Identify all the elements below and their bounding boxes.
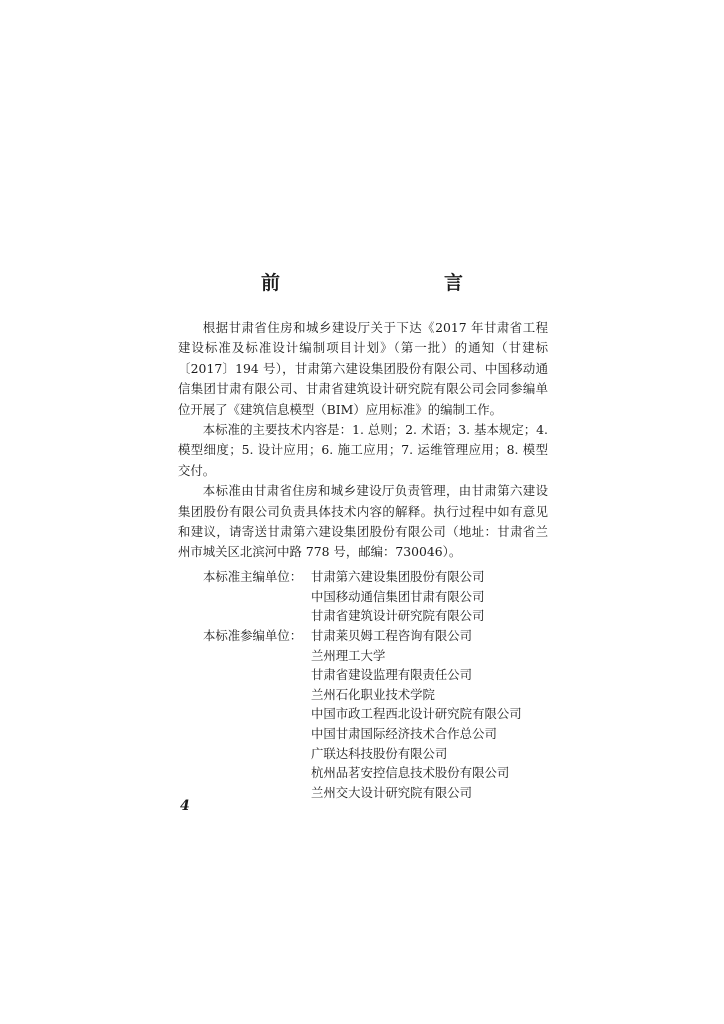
unit-name: 甘肃省建设监理有限责任公司 [311,667,473,683]
unit-row [178,763,558,783]
unit-row [178,567,558,587]
unit-name: 兰州石化职业技术学院 [311,686,435,702]
unit-row [178,685,558,705]
unit-row [178,606,558,626]
paragraph-management: 本标准由甘肃省住房和城乡建设厅负责管理，由甘肃第六建设集团股份有限公司负责具体技术内容的解释。执行过程中如有意见和建议，请寄送甘肃第六建设集团股份有限公司（地址：甘肃省兰州市城关区北滨河中路 778 号，邮编：730046）。 [178,483,548,560]
unit-row [178,646,558,666]
page-title: 前 言 [260,272,505,294]
unit-row [178,744,558,764]
paragraph-background: 根据甘肃省住房和城乡建设厅关于下达《2017 年甘肃省工程建设标准及标准设计编制项目计划》（第一批）的通知（甘建标〔2017〕194 号），甘肃第六建设集团股份有限公司、中国移动通信集团甘肃有限公司、甘肃省建筑设计研究院有限公司会同参编单位开展了《建筑信息模型（BIM）应用标准》的编制工作。 [178,320,548,417]
unit-name: 杭州品茗安控信息技术股份有限公司 [311,765,510,781]
participating-units-label: 本标准参编单位： [203,628,303,643]
preface-body [178,318,548,563]
unit-name: 中国移动通信集团甘肃有限公司 [311,588,485,604]
unit-name: 甘肃省建筑设计研究院有限公司 [311,608,485,624]
unit-name: 中国市政工程西北设计研究院有限公司 [311,706,522,722]
unit-name: 广联达科技股份有限公司 [311,745,448,761]
unit-name: 甘肃莱贝姆工程咨询有限公司 [311,628,473,643]
unit-row [178,724,558,744]
unit-row [178,704,558,724]
unit-row [178,783,558,803]
paragraph-contents: 本标准的主要技术内容是：1. 总则；2. 术语；3. 基本规定；4. 模型细度；5. 设计应用；6. 施工应用；7. 运维管理应用；8. 模型交付。 [178,422,548,478]
unit-name: 甘肃第六建设集团股份有限公司 [311,569,485,584]
unit-name: 兰州交大设计研究院有限公司 [311,784,473,800]
unit-name: 兰州理工大学 [311,647,386,663]
unit-row [178,665,558,685]
participating-units-list [178,626,558,802]
unit-row [178,626,558,646]
chief-units-label: 本标准主编单位： [203,569,303,584]
unit-row [178,587,558,607]
page-number: 4 [180,798,190,814]
chief-units-list [178,567,558,626]
unit-name: 中国甘肃国际经济技术合作总公司 [311,725,497,741]
